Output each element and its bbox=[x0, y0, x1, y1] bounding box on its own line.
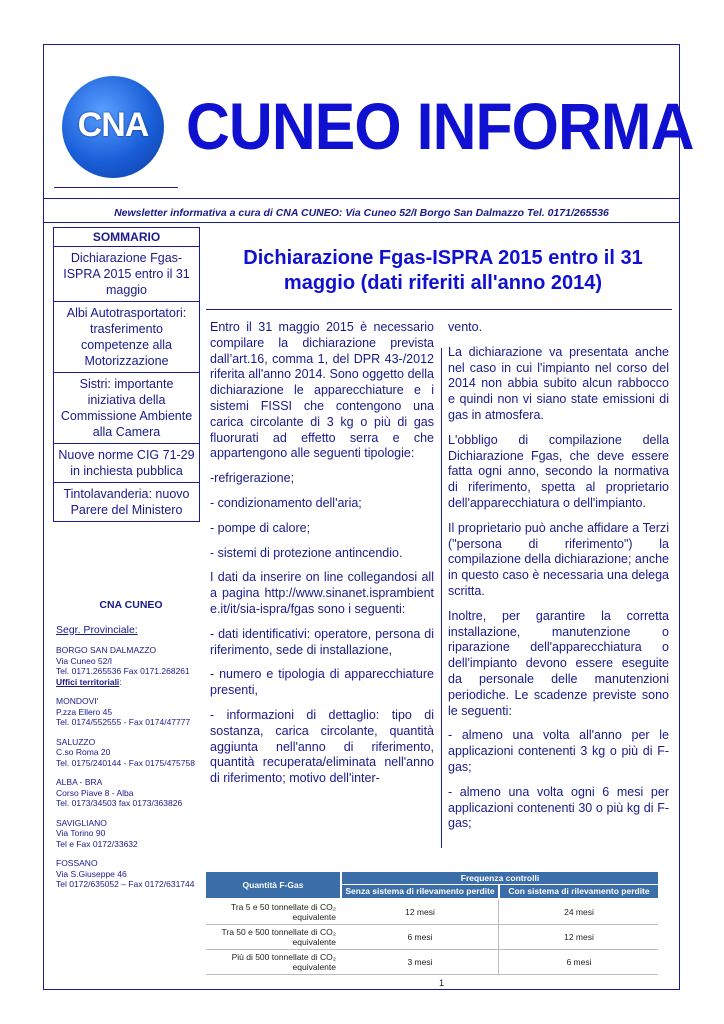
table-row bbox=[206, 925, 658, 950]
office-line: Corso Piave 8 - Alba bbox=[56, 787, 134, 798]
toc-item[interactable]: Sistri: importante iniziativa della Commissione Ambiente alla Camera bbox=[54, 373, 199, 444]
article-column-left bbox=[210, 320, 434, 796]
cell-quantity: Più di 500 tonnellate di CO₂ equivalente bbox=[231, 952, 336, 972]
top-rule bbox=[43, 198, 680, 199]
office-block bbox=[56, 858, 206, 890]
toc-item[interactable]: Tintolavanderia: nuovo Parere del Ministero bbox=[63, 487, 190, 517]
paragraph: vento. bbox=[448, 320, 483, 334]
office-line: FOSSANO bbox=[56, 858, 98, 868]
masthead-title: CUNEO INFORMA bbox=[186, 89, 694, 163]
table-of-contents bbox=[53, 227, 200, 522]
contacts-org: CNA CUNEO bbox=[99, 599, 163, 611]
paragraph: - almeno una volta all'anno per le applicazioni contenenti 3 kg o più di F-gas; bbox=[448, 728, 669, 774]
paragraph: - numero e tipologia di apparecchiature presenti, bbox=[210, 667, 434, 698]
cell-divider bbox=[498, 900, 499, 924]
toc-item[interactable]: Dichiarazione Fgas-ISPRA 2015 entro il 31 maggio bbox=[54, 247, 199, 302]
toc-item[interactable]: Albi Autotrasportatori: trasferimento competenze alla Motorizzazione bbox=[54, 302, 199, 373]
cell-with: 6 mesi bbox=[566, 957, 592, 967]
page-mark: 1 bbox=[439, 978, 445, 988]
office-line: Tel. 0171.265536 Fax 0171.268261 bbox=[56, 666, 190, 676]
cell-without: 12 mesi bbox=[405, 907, 435, 917]
column-divider bbox=[441, 348, 442, 848]
table-header-quantity: Quantità F-Gas bbox=[206, 872, 340, 898]
office-line: ALBA - BRA bbox=[56, 777, 103, 787]
paragraph: - sistemi di protezione antincendio. bbox=[210, 545, 403, 560]
office-line: MONDOVI' bbox=[56, 696, 99, 706]
newsletter-tagline: Newsletter informativa a cura di CNA CUNEO: Via Cuneo 52/I Borgo San Dalmazzo Tel. 0171/265536 bbox=[114, 207, 609, 219]
office-line: SAVIGLIANO bbox=[56, 817, 107, 828]
office-line: P.zza Ellero 45 bbox=[56, 706, 113, 717]
office-block bbox=[56, 818, 206, 850]
logo-text: CNA bbox=[77, 106, 149, 144]
paragraph: L'obbligo di compilazione della Dichiarazione Fgas, che deve essere fatta ogni anno, secondo la normativa di riferimento, spetta al proprietario dell'apparecchiatura o dell'impianto. bbox=[448, 432, 669, 510]
paragraph: - informazioni di dettaglio: tipo di sostanza, carica circolante, quantità aggiunta nell'anno di riferimento, quantità recuperata/eliminata nell'anno di riferimento; motivo dell'inter- bbox=[210, 707, 434, 786]
paragraph: - almeno una volta ogni 6 mesi per applicazioni contenenti 30 o più kg di F-gas; bbox=[448, 784, 669, 831]
table-header-without-detection: Senza sistema di rilevamento perdite bbox=[342, 885, 498, 898]
office-line: Tel. 0173/34503 fax 0173/363826 bbox=[56, 798, 183, 808]
logo-underline bbox=[54, 187, 178, 188]
offices-label: Uffici territoriali bbox=[56, 676, 120, 687]
paragraph: -refrigerazione; bbox=[210, 471, 295, 486]
cna-logo bbox=[62, 76, 164, 178]
cell-with: 12 mesi bbox=[564, 932, 594, 942]
paragraph: Il proprietario può anche affidare a Terzi ("persona di riferimento") la compilazione della dichiarazione; anche in questo caso è necessaria una delega scritta. bbox=[448, 520, 669, 598]
office-line: Tel. 0175/240144 - Fax 0175/475758 bbox=[56, 757, 195, 768]
office-line: Via S.Giuseppe 46 bbox=[56, 868, 127, 879]
tagline-rule bbox=[43, 222, 680, 223]
table-row bbox=[206, 900, 658, 925]
office-line: Tel 0172/635052 – Fax 0172/631744 bbox=[56, 879, 195, 889]
toc-item[interactable]: Nuove norme CIG 71-29 in inchiesta pubblica bbox=[54, 444, 199, 483]
main-office bbox=[56, 645, 206, 687]
title-rule bbox=[206, 309, 672, 310]
cell-divider bbox=[498, 925, 499, 949]
article-title: Dichiarazione Fgas-ISPRA 2015 entro il 31 maggio (dati riferiti all'anno 2014) bbox=[243, 247, 643, 294]
office-line: BORGO SAN DALMAZZO bbox=[56, 645, 157, 655]
contacts-sidebar bbox=[56, 600, 206, 899]
table-header-frequency: Frequenza controlli bbox=[342, 872, 658, 884]
paragraph: - pompe di calore; bbox=[210, 520, 311, 535]
table-header-with-detection: Con sistema di rilevamento perdite bbox=[500, 885, 658, 898]
paragraph: I dati da inserire on line collegandosi alla pagina http://www.sinanet.isprambiente.it/it/sia-ispra/fgas sono i seguenti: bbox=[210, 570, 434, 616]
offices-colon: : bbox=[119, 676, 122, 687]
paragraph: La dichiarazione va presentata anche nel caso in cui l'impianto nel corso del 2014 non abbia subito alcun rabbocco e quindi non vi siano state emissioni di gas in atmosfera. bbox=[448, 344, 669, 422]
article-column-right bbox=[448, 320, 669, 841]
office-block bbox=[56, 696, 206, 728]
paragraph: Inoltre, per garantire la corretta installazione, manutenzione o riparazione dell'apparecchiatura o dell'impianto devono essere eseguite da personale delle manutenzioni periodiche. Le scadenze previste sono le seguenti: bbox=[448, 608, 669, 718]
paragraph: Entro il 31 maggio 2015 è necessario compilare la dichiarazione prevista dall’art.16, comma 1, del DPR 43-/2012 riferita all'anno 2014. Sono oggetto della dichiarazione le apparecchiature e i sistemi FISSI che contengono una carica circolante di 3 kg o più di gas fluorurati ad effetto serra e che appartengono alle seguenti tipologie: bbox=[210, 320, 434, 461]
cell-without: 3 mesi bbox=[407, 957, 433, 967]
cell-without: 6 mesi bbox=[407, 932, 433, 942]
paragraph: - condizionamento dell'aria; bbox=[210, 495, 362, 510]
office-line: Via Torino 90 bbox=[56, 828, 106, 838]
toc-heading: SOMMARIO bbox=[54, 228, 199, 247]
cell-quantity: Tra 5 e 50 tonnellate di CO₂ equivalente bbox=[230, 902, 336, 922]
table-row bbox=[206, 950, 658, 975]
office-line: Tel. 0174/552555 - Fax 0174/47777 bbox=[56, 717, 191, 727]
cell-divider bbox=[498, 950, 499, 974]
fgas-check-table bbox=[206, 872, 658, 972]
office-line: Tel e Fax 0172/33632 bbox=[56, 838, 138, 849]
office-block bbox=[56, 777, 206, 809]
cell-with: 24 mesi bbox=[564, 907, 594, 917]
cell-quantity: Tra 50 e 500 tonnellate di CO₂ equivalente bbox=[221, 927, 336, 947]
office-block bbox=[56, 737, 206, 769]
office-line: C.so Roma 20 bbox=[56, 747, 111, 757]
contacts-secretariat: Segr. Provinciale: bbox=[56, 623, 138, 636]
paragraph: - dati identificativi: operatore, persona di riferimento, sede di installazione, bbox=[210, 626, 434, 657]
office-line: Via Cuneo 52/I bbox=[56, 655, 113, 666]
office-line: SALUZZO bbox=[56, 736, 96, 747]
